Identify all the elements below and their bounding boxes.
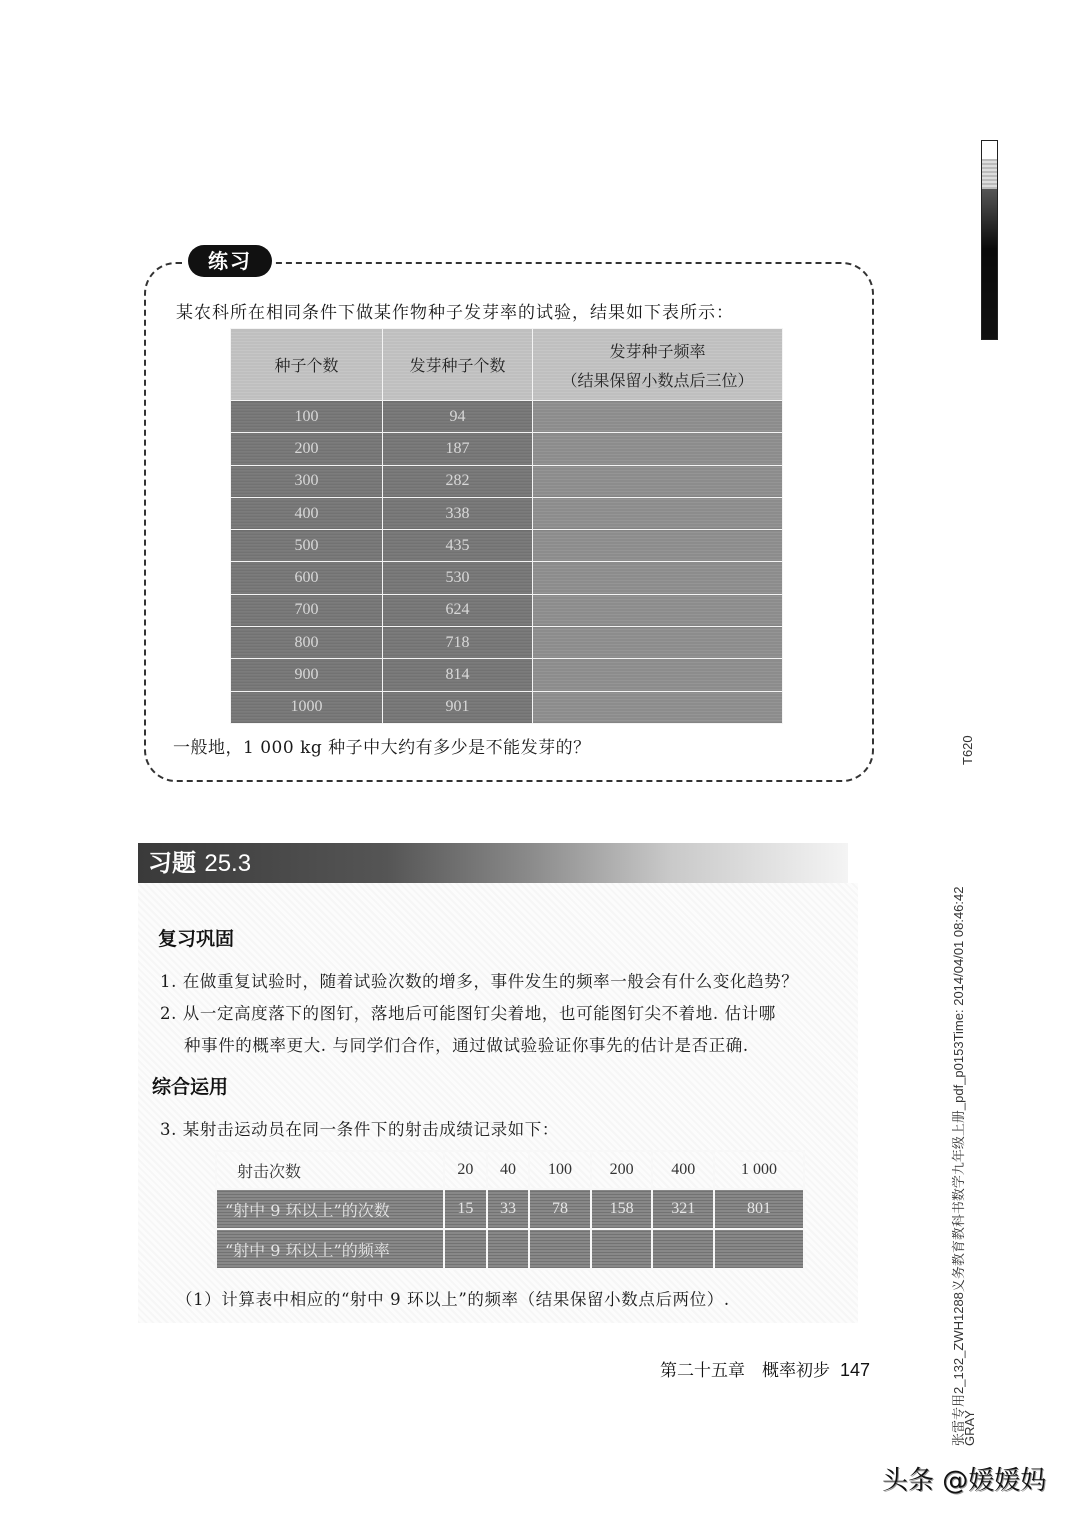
cell-shots: 400 <box>652 1151 714 1189</box>
cell-shots: 100 <box>529 1151 591 1189</box>
row-label: 射击次数 <box>216 1151 444 1189</box>
row-hits <box>216 1189 804 1229</box>
row-shots <box>216 1151 804 1189</box>
cell-seeds: 1000 <box>231 691 383 723</box>
table-row <box>231 401 783 433</box>
cell-freq <box>444 1229 487 1269</box>
row-label: “射中 9 环以上”的频率 <box>216 1229 444 1269</box>
cell-frequency <box>533 401 783 433</box>
section-apply: 综合运用 <box>152 1076 229 1098</box>
problem-3-part-1: （1）计算表中相应的“射中 9 环以上”的频率（结果保留小数点后两位）. <box>176 1290 730 1309</box>
header-seed-count: 种子个数 <box>231 329 383 401</box>
cell-germinated: 530 <box>383 562 533 594</box>
table-row <box>231 497 783 529</box>
cell-germinated: 338 <box>383 497 533 529</box>
problem-1: 1. 在做重复试验时，随着试验次数的增多，事件发生的频率一般会有什么变化趋势？ <box>160 972 799 991</box>
cell-seeds: 500 <box>231 530 383 562</box>
cell-frequency <box>533 562 783 594</box>
row-label: “射中 9 环以上”的次数 <box>216 1189 444 1229</box>
header-frequency-title: 发芽种子频率 <box>609 341 706 361</box>
cell-shots: 40 <box>487 1151 530 1189</box>
margin-code: T620 <box>960 735 975 765</box>
header-germination-frequency <box>533 329 783 401</box>
gray-scale-calibration-strip <box>981 140 998 340</box>
cell-freq <box>714 1229 804 1269</box>
cell-freq <box>591 1229 653 1269</box>
problem-2-line1: 2. 从一定高度落下的图钉，落地后可能图钉尖着地，也可能图钉尖不着地. 估计哪 <box>160 1004 776 1023</box>
cell-germinated: 814 <box>383 659 533 691</box>
cell-seeds: 800 <box>231 627 383 659</box>
cell-hits: 321 <box>652 1189 714 1229</box>
cell-seeds: 100 <box>231 401 383 433</box>
cell-seeds: 300 <box>231 465 383 497</box>
header-germinated-count: 发芽种子个数 <box>383 329 533 401</box>
row-frequency <box>216 1229 804 1269</box>
cell-germinated: 187 <box>383 433 533 465</box>
table-row <box>231 562 783 594</box>
cell-frequency <box>533 497 783 529</box>
table-row <box>231 530 783 562</box>
cell-shots: 1 000 <box>714 1151 804 1189</box>
cell-seeds: 200 <box>231 433 383 465</box>
cell-freq <box>529 1229 591 1269</box>
cell-shots: 200 <box>591 1151 653 1189</box>
cell-seeds: 900 <box>231 659 383 691</box>
cell-seeds: 400 <box>231 497 383 529</box>
cell-hits: 158 <box>591 1189 653 1229</box>
cell-shots: 20 <box>444 1151 487 1189</box>
practice-tag: 练习 <box>188 245 272 277</box>
shooting-table <box>215 1150 805 1270</box>
table-row <box>231 691 783 723</box>
cell-hits: 15 <box>444 1189 487 1229</box>
margin-timestamp: 张雷专用2_132_ZWH1288义务教育教科书数学九年级上册_pdf_p0153Time: 2014/04/01 08:46:42 <box>951 886 966 1446</box>
cell-freq <box>652 1229 714 1269</box>
cell-frequency <box>533 627 783 659</box>
problem-3: 3. 某射击运动员在同一条件下的射击成绩记录如下： <box>160 1120 559 1139</box>
cell-hits: 78 <box>529 1189 591 1229</box>
cell-germinated: 94 <box>383 401 533 433</box>
cell-germinated: 624 <box>383 594 533 626</box>
cell-germinated: 718 <box>383 627 533 659</box>
cell-hits: 33 <box>487 1189 530 1229</box>
cell-germinated: 435 <box>383 530 533 562</box>
exercise-header <box>138 843 848 883</box>
cell-freq <box>487 1229 530 1269</box>
cell-germinated: 282 <box>383 465 533 497</box>
cell-seeds: 700 <box>231 594 383 626</box>
table-row <box>231 627 783 659</box>
practice-question: 一般地，1 000 kg 种子中大约有多少是不能发芽的？ <box>173 738 591 758</box>
practice-intro: 某农科所在相同条件下做某作物种子发芽率的试验，结果如下表所示： <box>176 303 734 323</box>
cell-hits: 801 <box>714 1189 804 1229</box>
page-number: 147 <box>840 1360 871 1380</box>
margin-gray-label: GRAY <box>962 1410 977 1446</box>
cell-frequency <box>533 433 783 465</box>
header-frequency-note: （结果保留小数点后三位） <box>561 370 754 390</box>
problem-2-line2: 种事件的概率更大. 与同学们合作，通过做试验验证你事先的估计是否正确. <box>184 1036 749 1055</box>
table-row <box>231 659 783 691</box>
table-row <box>231 594 783 626</box>
cell-frequency <box>533 530 783 562</box>
table-row <box>231 433 783 465</box>
table-row <box>231 465 783 497</box>
cell-frequency <box>533 659 783 691</box>
seed-germination-table <box>230 328 783 724</box>
exercise-number: 25.3 <box>204 850 252 877</box>
watermark: 头条 @媛媛妈 <box>882 1466 1047 1496</box>
cell-frequency <box>533 594 783 626</box>
cell-frequency <box>533 691 783 723</box>
exercise-title: 习题 <box>148 849 196 877</box>
cell-germinated: 901 <box>383 691 533 723</box>
cell-frequency <box>533 465 783 497</box>
section-review: 复习巩固 <box>158 928 235 950</box>
chapter-title: 第二十五章 概率初步 <box>660 1361 830 1381</box>
page-footer <box>660 1356 870 1381</box>
cell-seeds: 600 <box>231 562 383 594</box>
